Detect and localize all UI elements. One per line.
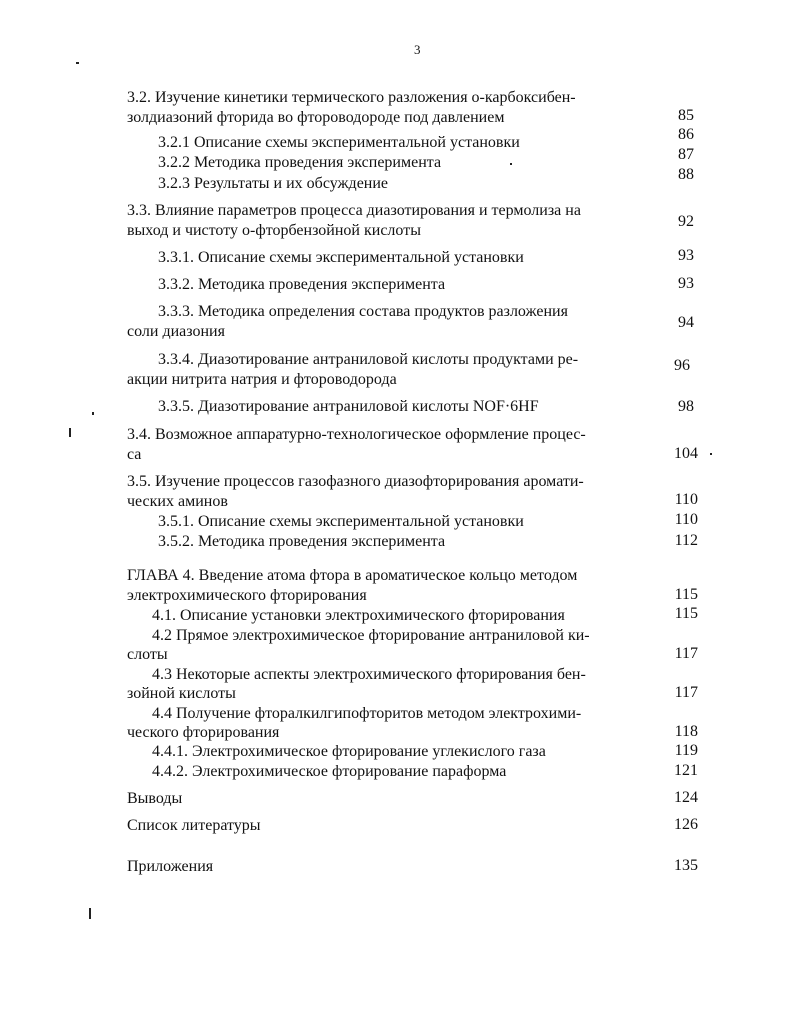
toc-page-number: 115 — [674, 605, 698, 622]
toc-page-number: 92 — [678, 213, 694, 230]
toc-entry-line: 3.2.2 Методика проведения эксперимента — [158, 154, 442, 171]
toc-page-number: 117 — [674, 684, 698, 701]
toc-entry-line: акции нитрита натрия и фтороводорода — [127, 371, 397, 388]
toc-page-number: 85 — [678, 107, 694, 124]
toc-entry-line: 3.3.1. Описание схемы экспериментальной установки — [158, 249, 524, 266]
toc-entry-line: соли диазония — [127, 323, 225, 340]
toc-page-number: 86 — [678, 126, 694, 143]
toc-page-number: 88 — [678, 166, 694, 183]
toc-entry-line: 4.4.1. Электрохимическое фторирование углекислого газа — [152, 743, 546, 760]
toc-entry-line: 3.5.2. Методика проведения эксперимента — [158, 533, 446, 550]
toc-page-number: 135 — [674, 857, 698, 874]
toc-section-line: Список литературы — [127, 817, 261, 834]
scan-mark — [92, 412, 94, 415]
toc-entry-line: 3.2.1 Описание схемы экспериментальной установки — [158, 134, 520, 151]
scan-mark — [510, 163, 512, 165]
toc-page-number: 110 — [674, 511, 698, 528]
toc-entry-line: 3.2.3 Результаты и их обсуждение — [158, 175, 389, 192]
toc-page-number: 104 — [674, 445, 698, 462]
toc-entry-line: 4.4 Получение фторалкилгипофторитов методом электрохими- — [152, 705, 582, 722]
toc-page-number: 115 — [674, 586, 698, 603]
toc-entry-line: выход и чистоту о-фторбензойной кислоты — [127, 222, 421, 239]
toc-entry-line: ческого фторирования — [127, 724, 280, 741]
scan-mark — [89, 908, 91, 919]
toc-page-number: 93 — [678, 275, 694, 292]
toc-entry-line: 3.3.2. Методика проведения эксперимента — [158, 276, 446, 293]
toc-entry-line: зойной кислоты — [127, 685, 236, 702]
toc-entry-line: 3.4. Возможное аппаратурно-технологическое оформление процес- — [127, 426, 586, 443]
toc-page-number: 110 — [674, 491, 698, 508]
toc-page-number: 93 — [678, 247, 694, 264]
toc-entry-line: 3.5. Изучение процессов газофазного диазофторирования аромати- — [127, 473, 584, 490]
toc-page-number: 96 — [674, 357, 690, 374]
toc-entry-line: са — [127, 446, 142, 463]
toc-entry-line: ческих аминов — [127, 493, 228, 510]
toc-entry-line: слоты — [127, 646, 168, 663]
page-number: 3 — [414, 42, 421, 57]
toc-page-number: 94 — [678, 314, 694, 331]
toc-page-number: 98 — [678, 398, 694, 415]
toc-entry-line: 3.3.3. Методика определения состава продуктов разложения — [158, 303, 568, 320]
toc-section-line: Приложения — [127, 858, 214, 875]
toc-entry-line: 3.2. Изучение кинетики термического разложения о-карбоксибен- — [127, 89, 576, 106]
toc-page-number: 124 — [674, 789, 698, 806]
toc-entry-line: 4.1. Описание установки электрохимического фторирования — [152, 607, 565, 624]
toc-page-number: 119 — [674, 742, 698, 759]
scan-mark — [76, 62, 79, 64]
scan-mark — [69, 428, 71, 437]
toc-entry-line: 4.4.2. Электрохимическое фторирование параформа — [152, 763, 507, 780]
toc-page-number: 87 — [678, 146, 694, 163]
toc-page-number: 126 — [674, 816, 698, 833]
toc-entry-line: 3.3.4. Диазотирование антраниловой кислоты продуктами ре- — [158, 351, 579, 368]
toc-page-number: 118 — [674, 723, 698, 740]
toc-chapter-line: ГЛАВА 4. Введение атома фтора в ароматическое кольцо методом — [127, 567, 578, 584]
toc-entry-line: 3.5.1. Описание схемы экспериментальной установки — [158, 513, 524, 530]
toc-entry-line: 3.3. Влияние параметров процесса диазотирования и термолиза на — [127, 202, 581, 219]
toc-entry-line: золдиазоний фторида во фтороводороде под давлением — [127, 109, 505, 126]
toc-entry-line: 4.2 Прямое электрохимическое фторирование антраниловой ки- — [152, 627, 590, 644]
toc-section-line: Выводы — [127, 790, 183, 807]
scan-mark — [710, 453, 712, 455]
toc-entry-line: 4.3 Некоторые аспекты электрохимического фторирования бен- — [152, 666, 586, 683]
toc-chapter-line: электрохимического фторирования — [127, 587, 367, 604]
toc-page-number: 121 — [674, 762, 698, 779]
toc-page-number: 112 — [674, 532, 698, 549]
toc-page-number: 117 — [674, 645, 698, 662]
toc-entry-line: 3.3.5. Диазотирование антраниловой кислоты NOF·6HF — [158, 398, 539, 415]
